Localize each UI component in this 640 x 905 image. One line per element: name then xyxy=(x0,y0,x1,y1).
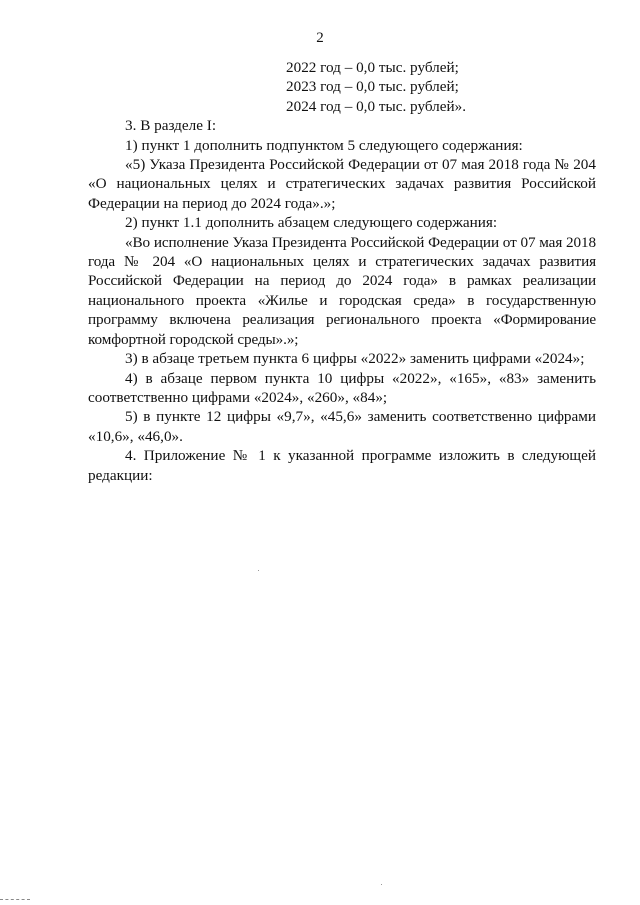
scan-edge-mark xyxy=(0,899,30,901)
page-number: 2 xyxy=(316,30,324,46)
item-5: 5) в пункте 12 цифры «9,7», «45,6» заменить соответственно цифрами «10,6», «46,0». xyxy=(88,408,596,445)
item-4: 4) в абзаце первом пункта 10 цифры «2022», «165», «83» заменить соответственно цифрами «2024», «260», «84»; xyxy=(88,369,596,406)
funding-line-2023: 2023 год – 0,0 тыс. рублей; xyxy=(286,78,459,96)
funding-line-2024: 2024 год – 0,0 тыс. рублей». xyxy=(286,97,467,115)
item-3: 3) в абзаце третьем пункта 6 цифры «2022» заменить цифрами «2024»; xyxy=(125,350,585,368)
funding-line-2022: 2022 год – 0,0 тыс. рублей; xyxy=(286,59,459,76)
item-1: 1) пункт 1 дополнить подпунктом 5 следующего содержания: xyxy=(125,136,523,154)
scan-speck xyxy=(381,884,382,885)
document-body xyxy=(88,58,596,485)
item-2: 2) пункт 1.1 дополнить абзацем следующего содержания: xyxy=(125,214,498,232)
section-4: 4. Приложение № 1 к указанной программе изложить в следующей редакции: xyxy=(88,447,596,484)
scan-speck xyxy=(258,570,259,571)
quote-subitem-5: «5) Указа Президента Российской Федерации от 07 мая 2018 года № 204 «О национальных целях и стратегических задачах развития Российской Федерации на период до 2024 года».»; xyxy=(88,156,596,212)
funding-lines xyxy=(88,58,596,116)
quote-paragraph: «Во исполнение Указа Президента Российской Федерации от 07 мая 2018 года № 204 «О национальных целях и стратегических задачах развития Российской Федерации на период до 2024 года» в рамках реализации национального проекта «Жилье и городская среда» в государственную программу включена реализация регионального проекта «Формирование комфортной городской среды».»; xyxy=(88,233,596,348)
section-heading: 3. В разделе I: xyxy=(125,117,217,135)
